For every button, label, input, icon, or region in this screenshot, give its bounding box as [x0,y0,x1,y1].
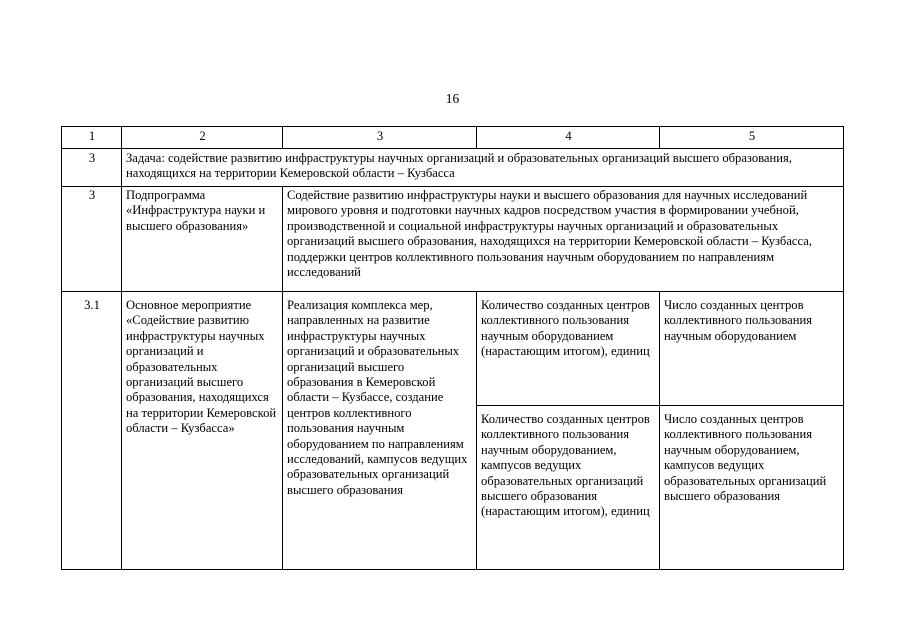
indicator-2-formula: Число созданных центров коллективного пользования научным оборудованием, кампусов ведущих образовательных организаций высшего образования [660,406,844,570]
header-col-4: 4 [477,127,660,149]
table-header-row [62,127,844,149]
activity-row [62,292,844,406]
indicator-2-name: Количество созданных центров коллективного пользования научным оборудованием, кампусов ведущих образовательных организаций высшего образования (нарастающим итогом), единиц [477,406,660,570]
subprogram-row [62,187,844,292]
indicator-1-name: Количество созданных центров коллективного пользования научным оборудованием (нарастающим итогом), единиц [477,292,660,406]
header-col-5: 5 [660,127,844,149]
subprogram-number: 3 [62,187,122,292]
header-col-1: 1 [62,127,122,149]
activity-number: 3.1 [62,292,122,570]
header-col-3: 3 [283,127,477,149]
task-row [62,149,844,187]
page-number: 16 [445,91,460,106]
program-table [61,126,844,570]
indicator-1-formula: Число созданных центров коллективного пользования научным оборудованием [660,292,844,406]
subprogram-text: Содействие развитию инфраструктуры науки и высшего образования для научных исследований мирового уровня и подготовки научных кадров посредством участия в формировании учебной, производственной и социальной инфраструктуры научных организаций и образовательных организаций высшего образования, находящихся на территории Кемеровской области – Кузбасса, поддержки центров коллективного пользования научным оборудованием по направлениям исследований [283,187,844,292]
task-text: Задача: содействие развитию инфраструктуры научных организаций и образовательных организаций высшего образования, находящихся на территории Кемеровской области – Кузбасса [122,149,844,187]
task-number: 3 [62,149,122,187]
header-col-2: 2 [122,127,283,149]
activity-name: Основное мероприятие «Содействие развитию инфраструктуры научных организаций и образовательных организаций высшего образования, находящихся на территории Кемеровской области – Кузбасса» [122,292,283,570]
subprogram-name: Подпрограмма «Инфраструктура науки и высшего образования» [122,187,283,292]
activity-description: Реализация комплекса мер, направленных на развитие инфраструктуры научных организаций и образовательных организаций высшего образования в Кемеровской области – Кузбассе, создание центров коллективного пользования научным оборудованием по направлениям исследований, кампусов ведущих образовательных организаций высшего образования [283,292,477,570]
